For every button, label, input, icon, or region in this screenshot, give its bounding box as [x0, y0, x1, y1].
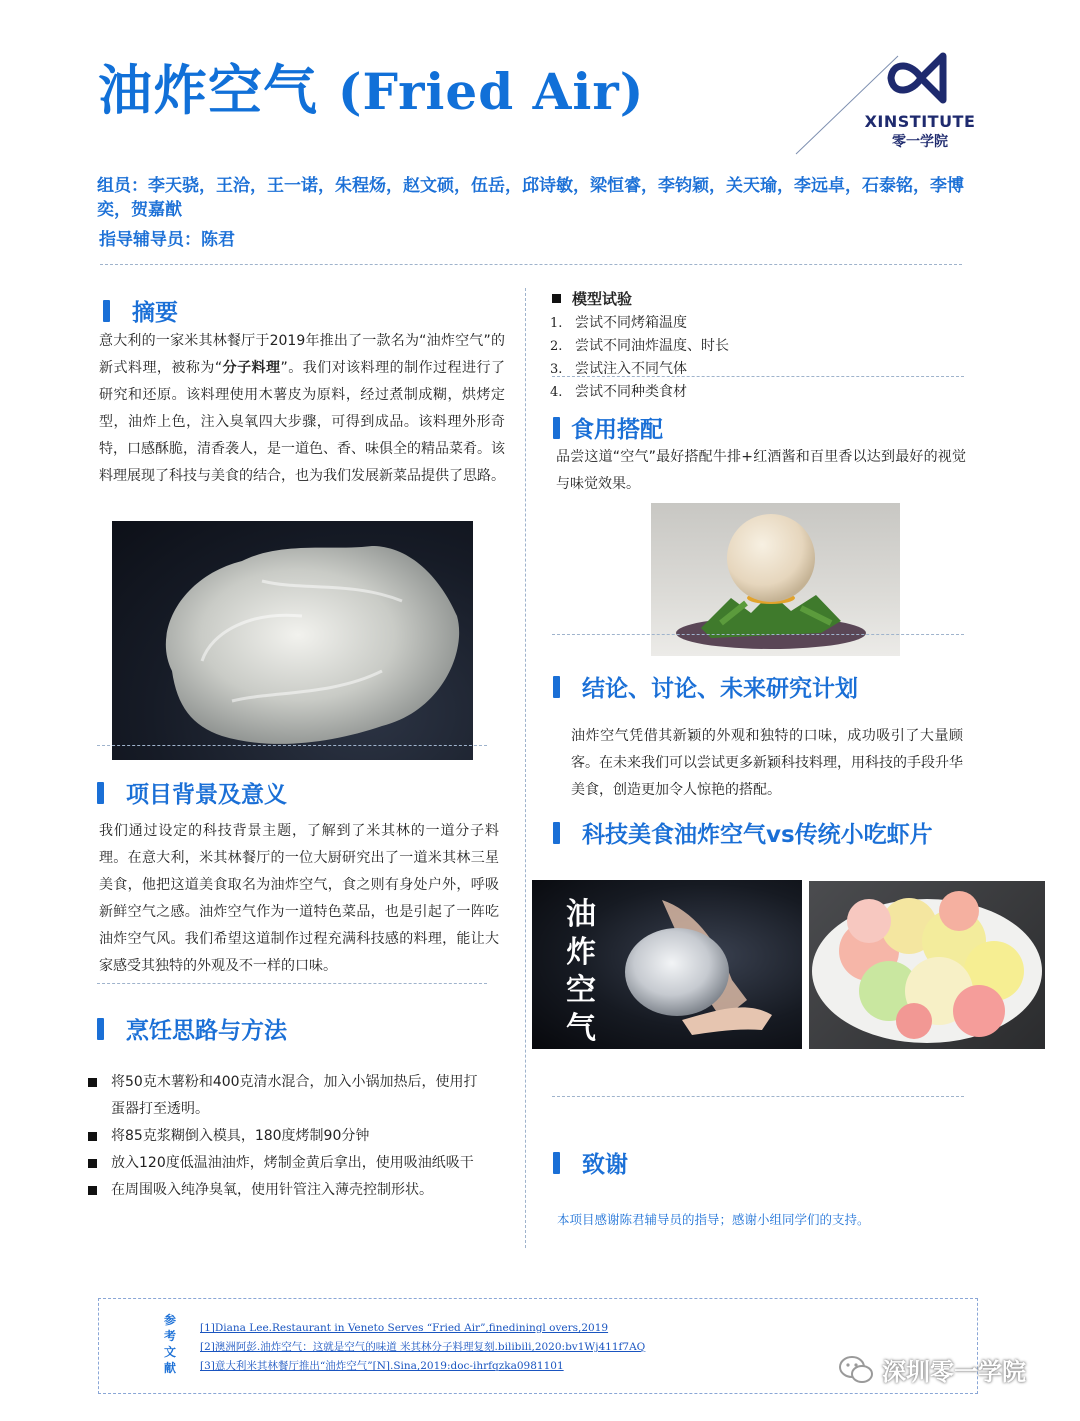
background-heading: 项目背景及意义: [97, 776, 287, 809]
list-item: 2. 尝试不同油炸温度、时长: [550, 338, 729, 354]
fried-air-photo: [112, 521, 473, 760]
fried-air-hand-image: [532, 880, 802, 1049]
column-divider: [525, 288, 526, 1248]
reference-link-3[interactable]: [3]意大利米其林餐厅推出“油炸空气”[N].Sina,2019:doc-ihrfqzka0981101: [200, 1360, 564, 1372]
wechat-icon: [838, 1355, 874, 1385]
fried-air-promo-photo: [532, 880, 802, 1049]
list-item: 1. 尝试不同烤箱温度: [550, 315, 687, 331]
abstract-text: 意大利的一家米其林餐厅于2019年推出了一款名为“油炸空气”的新式料理，被称为“分子料理”。我们对该料理的制作过程进行了研究和还原。该料理使用木薯皮为原料，经过煮制成糊，烘烤定型，油炸上色，注入臭氧四大步骤，可得到成品。该料理外形奇特，口感酥脆，清香袭人，是一道色、香、味俱全的精品菜肴。该料理展现了科技与美食的结合，也为我们发展新菜品提供了思路。: [99, 333, 505, 484]
header-divider: [100, 264, 962, 265]
heading-bar: [553, 1152, 560, 1174]
shrimp-chips-image: [809, 881, 1045, 1049]
pairing-heading: 食用搭配: [553, 411, 663, 444]
advisor-line: 指导辅导员：陈君: [99, 230, 235, 250]
fried-air-image: [112, 521, 473, 760]
heading-bar: [553, 822, 560, 844]
logo-chinese-name: 零一学院: [892, 134, 948, 150]
heading-bar: [553, 417, 560, 439]
pairing-divider: [552, 634, 964, 635]
shrimp-chips-photo: [809, 881, 1045, 1049]
method-steps: [88, 1069, 490, 1204]
abstract-heading: 摘要: [103, 294, 178, 327]
list-item: 将85克浆糊倒入模具，180度烤制90分钟: [88, 1123, 490, 1150]
reference-link-1[interactable]: [1]Diana Lee.Restaurant in Veneto Serves “Fried Air”,finediningl overs,2019: [200, 1322, 609, 1334]
wechat-watermark: [838, 1352, 1026, 1387]
thanks-text: 本项目感谢陈君辅导员的指导；感谢小组同学们的支持。: [557, 1212, 870, 1227]
logo-name: XINSTITUTE: [864, 112, 976, 131]
list-item: 4. 尝试不同种类食材: [550, 384, 687, 400]
heading-bar: [97, 1018, 104, 1040]
method-heading: 烹饪思路与方法: [97, 1012, 287, 1045]
member-list: 组员：李天骁，王洽，王一诺，朱程炀，赵文硕，伍岳，邱诗敏，梁恒睿，李钧颖，关天瑜，李远卓，石泰铭，李博奕，贺嘉猷: [97, 176, 964, 220]
references-list: [200, 1319, 645, 1376]
reference-link-2[interactable]: [2]澳洲阿彭.油炸空气：这就是空气的味道 米其林分子料理复刻.bilibili,2020:bv1Wj411f7AQ: [200, 1341, 646, 1353]
abstract-divider: [97, 745, 487, 746]
bullet-square-icon: [552, 294, 561, 303]
infinity-logo-icon: [885, 48, 955, 108]
conclusion-heading: 结论、讨论、未来研究计划: [553, 670, 858, 703]
model-divider: [552, 376, 964, 377]
abstract-bold-term: 分子料理: [222, 360, 281, 376]
watermark-text: 深圳零一学院: [882, 1358, 1026, 1386]
model-test-heading: 模型试验: [552, 288, 632, 309]
conclusion-text: 油炸空气凭借其新颖的外观和独特的口味，成功吸引了大量顾客。在未来我们可以尝试更多新颖科技料理，用科技的手段升华美食，创造更加令人惊艳的搭配。: [571, 728, 963, 798]
thanks-heading: 致谢: [553, 1146, 628, 1179]
page-title: [98, 48, 644, 125]
pairing-text: 品尝这道“空气”最好搭配牛排+红酒酱和百里香以达到最好的视觉与味觉效果。: [556, 449, 966, 492]
list-item: 放入120度低温油油炸，烤制金黄后拿出，使用吸油纸吸干: [88, 1150, 490, 1177]
compare-divider: [552, 1096, 964, 1097]
list-item: 将50克木薯粉和400克清水混合，加入小锅加热后，使用打蛋器打至透明。: [88, 1069, 490, 1123]
title-chinese: 油炸空气: [98, 59, 318, 122]
references-label: 参考文献: [164, 1313, 177, 1375]
promo-caption: 油炸空气: [566, 897, 596, 1046]
background-divider: [97, 983, 487, 984]
background-text: 我们通过设定的科技背景主题，了解到了米其林的一道分子料理。在意大利，米其林餐厅的一位大厨研究出了一道米其林三星美食，他把这道美食取名为油炸空气，食之则有身处户外，呼吸新鲜空气之感。油炸空气作为一道特色菜品，也是引起了一阵吃油炸空气风。我们希望这道制作过程充满科技感的料理，能让大家感受其独特的外观及不一样的口味。: [99, 823, 499, 974]
heading-bar: [97, 782, 104, 804]
heading-bar: [103, 300, 110, 322]
heading-bar: [553, 676, 560, 698]
list-item: 在周围吸入纯净臭氧，使用针管注入薄壳控制形状。: [88, 1177, 490, 1204]
title-english: (Fried Air): [337, 62, 645, 121]
model-test-list: [550, 312, 729, 404]
xinstitute-logo: [860, 48, 980, 151]
compare-heading: 科技美食油炸空气vs传统小吃虾片: [553, 816, 933, 849]
list-item: 3. 尝试注入不同气体: [550, 361, 687, 377]
